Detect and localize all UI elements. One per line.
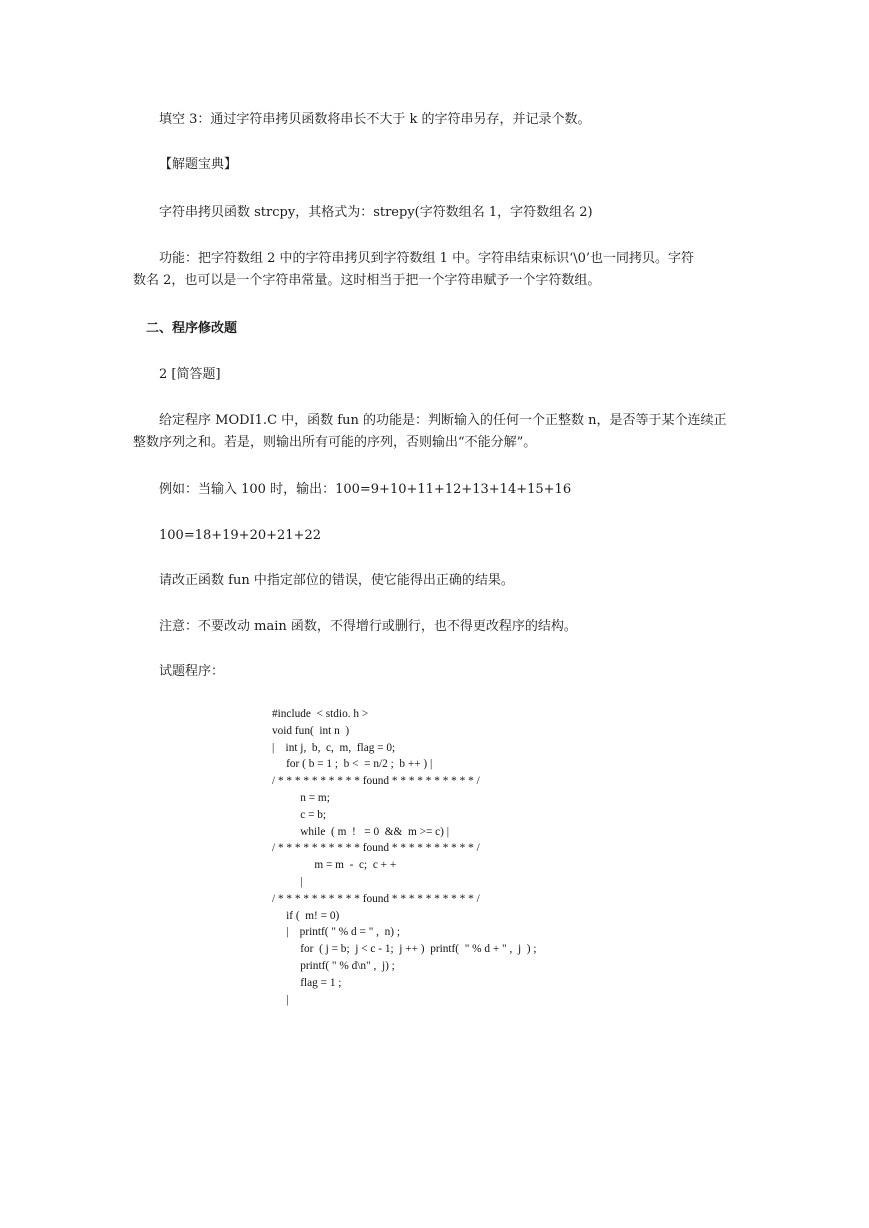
text-line-instruction: 请改正函数 fun 中指定部位的错误，使它能得出正确的结果。	[159, 573, 514, 588]
text-line-question-desc-1: 给定程序 MODI1.C 中，函数 fun 的功能是：判断输入的任何一个正整数 n，是否等于某个连续正	[159, 413, 727, 428]
code-line: flag = 1 ;	[272, 976, 342, 989]
text-line-strcpy-format: 字符串拷贝函数 strcpy，其格式为：strepy(字符数组名 1，字符数组名 2)	[159, 205, 593, 220]
text-line-example: 例如：当输入 100 时，输出：100=9+10+11+12+13+14+15+16	[159, 482, 572, 497]
code-line: void fun( int n )	[272, 724, 350, 737]
code-line: while ( m ! = 0 && m >= c) |	[272, 825, 449, 838]
code-line: c = b;	[272, 808, 327, 821]
code-line-found-marker: / * * * * * * * * * * found * * * * * * * * * * /	[272, 892, 480, 905]
text-line-program-label: 试题程序：	[159, 664, 225, 679]
code-line-found-marker: / * * * * * * * * * * found * * * * * * * * * * /	[272, 842, 480, 855]
code-line: for ( j = b; j < c - 1; j ++ ) printf( " % d + " , j ) ;	[272, 943, 537, 956]
code-line: |	[272, 875, 303, 888]
text-line-function-desc-2: 数名 2，也可以是一个字符串常量。这时相当于把一个字符串赋予一个字符数组。	[133, 273, 601, 288]
code-line: for ( b = 1 ; b < = n/2 ; b ++ ) |	[272, 758, 433, 771]
section-heading-program-modification: 二、程序修改题	[146, 321, 238, 336]
code-listing-image	[272, 706, 602, 1006]
text-line-fill-blank-3: 填空 3：通过字符串拷贝函数将串长不大于 k 的字符串另存，并记录个数。	[159, 112, 591, 127]
text-line-example-2: 100=18+19+20+21+22	[159, 528, 321, 543]
code-line: n = m;	[272, 791, 330, 804]
question-number: 2 [简答题]	[159, 367, 221, 382]
text-line-function-desc-1: 功能：把字符数组 2 中的字符串拷贝到字符数组 1 中。字符串结束标识‘\0’也一同拷贝。字符	[159, 251, 694, 266]
code-line: | printf( " % d = " , n) ;	[272, 926, 400, 939]
code-listing	[272, 706, 602, 1008]
code-line: m = m - c; c + +	[272, 859, 397, 872]
text-line-question-desc-2: 整数序列之和。若是，则输出所有可能的序列，否则输出“不能分解”。	[133, 435, 537, 450]
code-line: #include < stdio. h >	[272, 708, 369, 720]
section-label-solution-guide: 【解题宝典】	[159, 157, 238, 172]
code-line: printf( " % d\n" , j) ;	[272, 959, 395, 972]
code-line-found-marker: / * * * * * * * * * * found * * * * * * * * * * /	[272, 775, 480, 788]
text-line-note: 注意：不要改动 main 函数，不得增行或删行，也不得更改程序的结构。	[159, 619, 577, 634]
code-line: |	[272, 993, 289, 1006]
code-line: | int j, b, c, m, flag = 0;	[272, 741, 396, 754]
code-line: if ( m! = 0)	[272, 909, 340, 922]
